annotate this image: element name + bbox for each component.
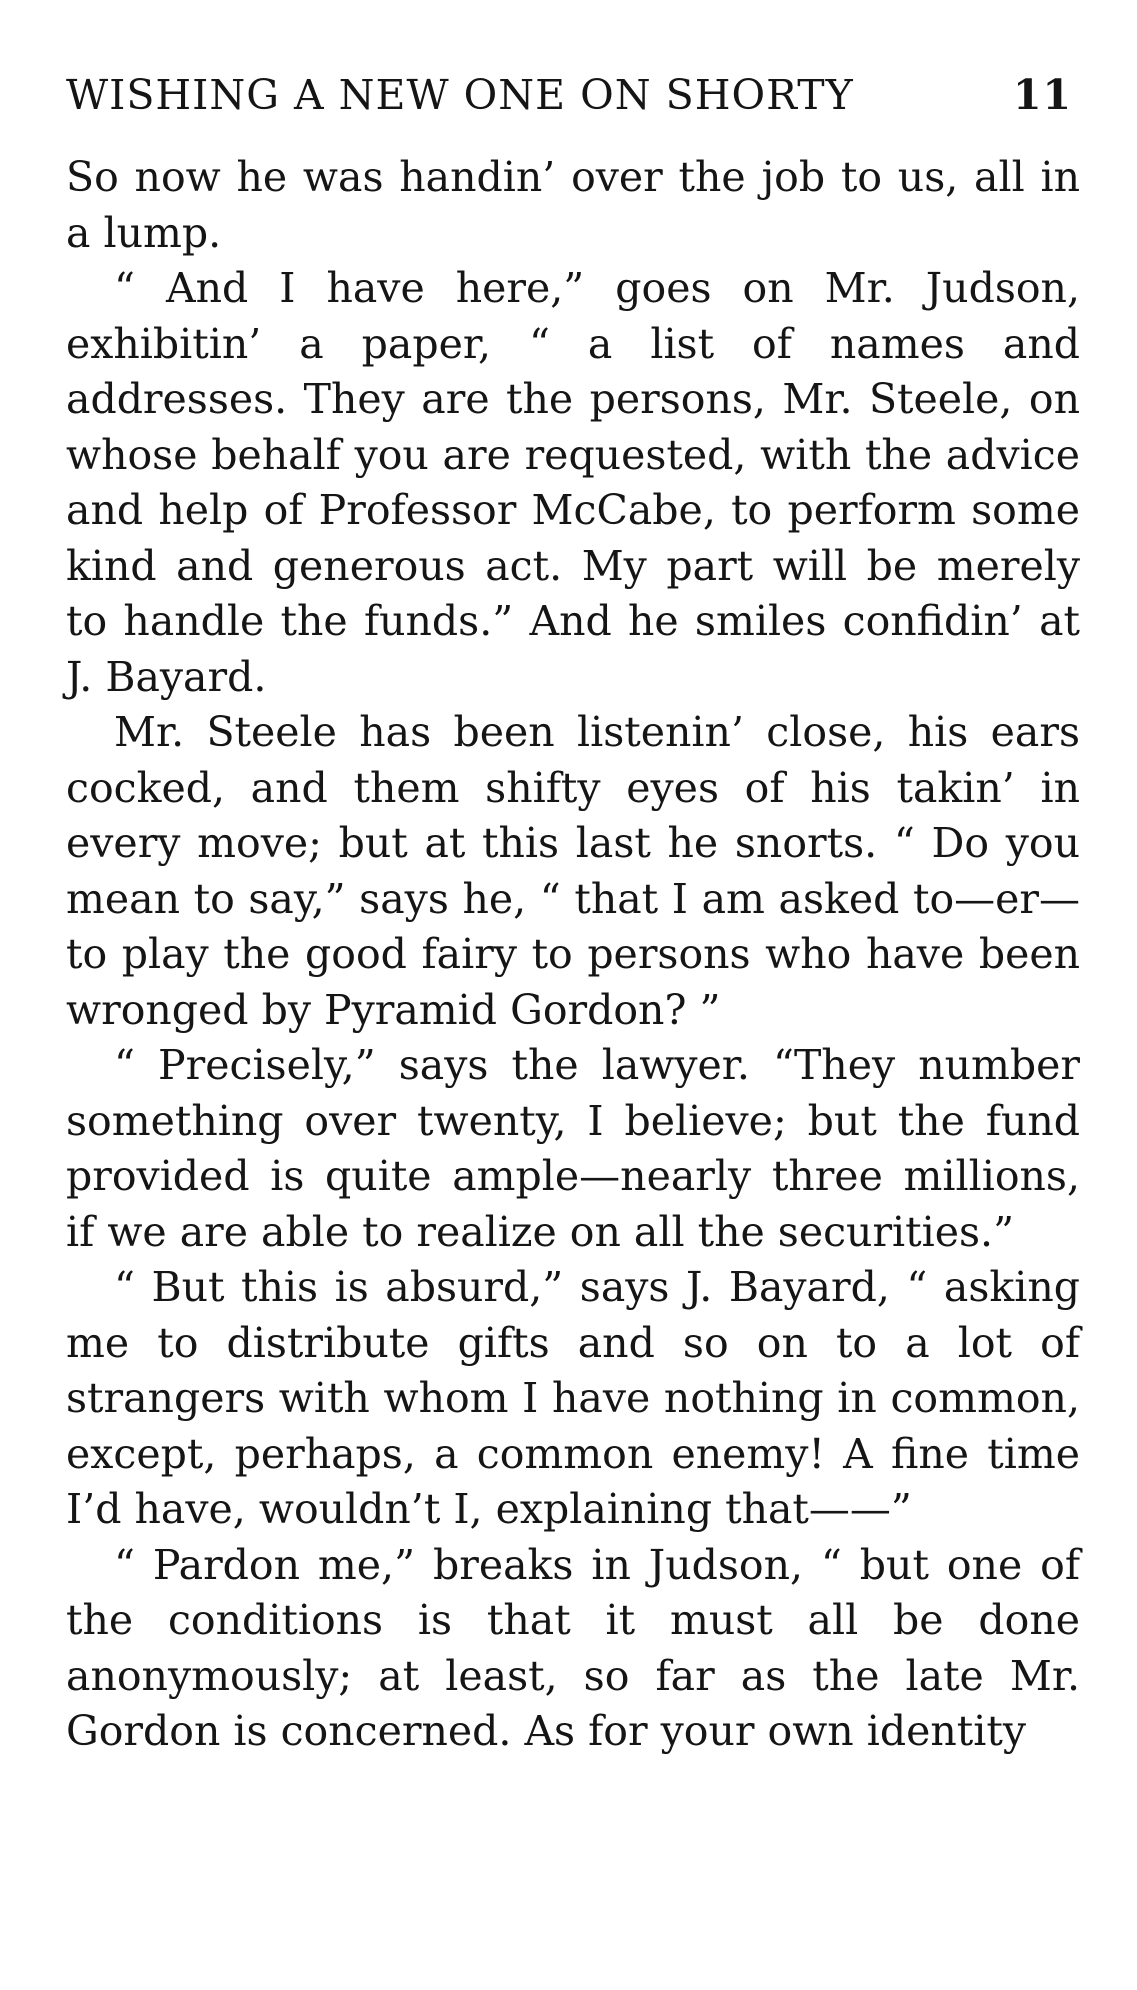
paragraph: Mr. Steele has been listenin’ close, his ears cocked, and them shifty eyes of his takin’ in every move; but at this last he snorts. “ Do you mean to say,” says he, “ that I am asked to—er—to play the good fairy to persons who have been wronged by Pyramid Gordon? ” [66, 708, 1080, 1034]
paragraph: “ Precisely,” says the lawyer. “They number something over twenty, I believe; but the fund provided is quite ample—nearly three millions, if we are able to realize on all the securities.” [66, 1041, 1080, 1256]
paragraph: “ Pardon me,” breaks in Judson, “ but one of the conditions is that it must all be done anonymously; at least, so far as the late Mr. Gordon is concerned. As for your own identity [66, 1540, 1080, 1755]
body-text [66, 150, 1080, 1760]
running-header [66, 60, 1080, 130]
paragraph: “ But this is absurd,” says J. Bayard, “ asking me to distribute gifts and so on to a lot of strangers with whom I have nothing in common, except, perhaps, a common enemy! A fine time I’d have, wouldn’t I, explaining that——” [66, 1263, 1080, 1533]
chapter-title: WISHING A NEW ONE ON SHORTY [66, 71, 854, 119]
page-number: 11 [1012, 71, 1072, 119]
paragraph: “ And I have here,” goes on Mr. Judson, exhibitin’ a paper, “ a list of names and addresses. They are the persons, Mr. Steele, on whose behalf you are requested, with the advice and help of Professor McCabe, to perform some kind and generous act. My part will be merely to handle the funds.” And he smiles confidin’ at J. Bayard. [66, 264, 1080, 701]
paragraph: So now he was handin’ over the job to us, all in a lump. [66, 153, 1080, 257]
book-page [66, 60, 1080, 1940]
